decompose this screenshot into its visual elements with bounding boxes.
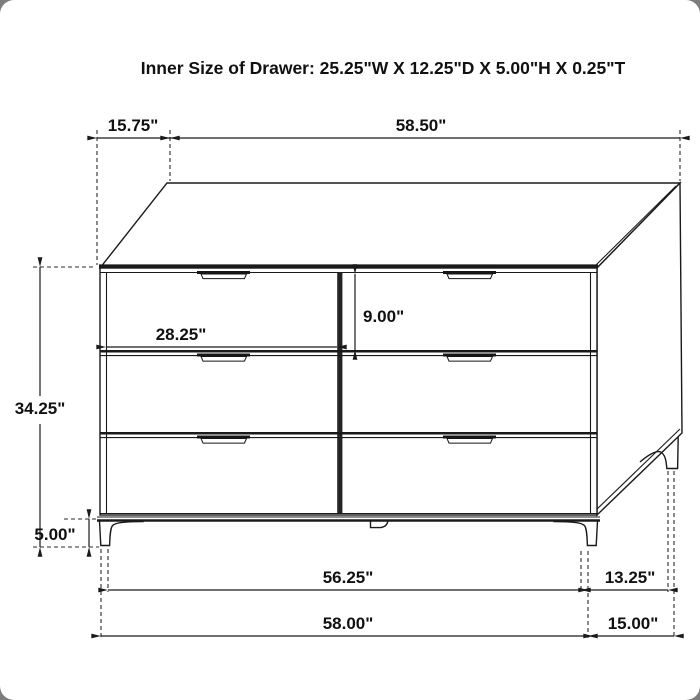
- drawer-handle: [443, 354, 496, 362]
- dim-label-top-offset: 15.75": [107, 116, 159, 135]
- dim-label-front-leg-span: 56.25": [322, 568, 374, 587]
- drawer-handle: [443, 436, 496, 444]
- drawer-handle: [197, 436, 250, 444]
- dim-label-leg-height: 5.00": [34, 525, 76, 544]
- drawer-handle: [197, 271, 250, 279]
- dim-label-side-leg-span: 13.25": [604, 568, 656, 587]
- dresser-top-face: [100, 183, 680, 268]
- dresser-body: [97, 183, 682, 546]
- drawer-center-divider: [337, 273, 342, 514]
- dim-label-top-width: 58.50": [395, 116, 447, 135]
- dresser-front-face: [100, 268, 597, 515]
- dim-label-drawer-height: 9.00": [363, 307, 405, 326]
- drawer-handle: [197, 354, 250, 362]
- dim-label-overall-depth: 15.00": [607, 614, 659, 633]
- front-right-leg: [554, 521, 598, 546]
- diagram-title: Inner Size of Drawer: 25.25"W X 12.25"D X 5.00"H X 0.25"T: [140, 58, 626, 78]
- front-left-leg: [100, 521, 144, 546]
- center-support: [371, 521, 388, 528]
- dim-label-body-height: 34.25": [14, 399, 66, 418]
- drawer-handle: [443, 271, 496, 279]
- dim-label-drawer-width: 28.25": [155, 325, 207, 344]
- dim-label-overall-width: 58.00": [322, 614, 374, 633]
